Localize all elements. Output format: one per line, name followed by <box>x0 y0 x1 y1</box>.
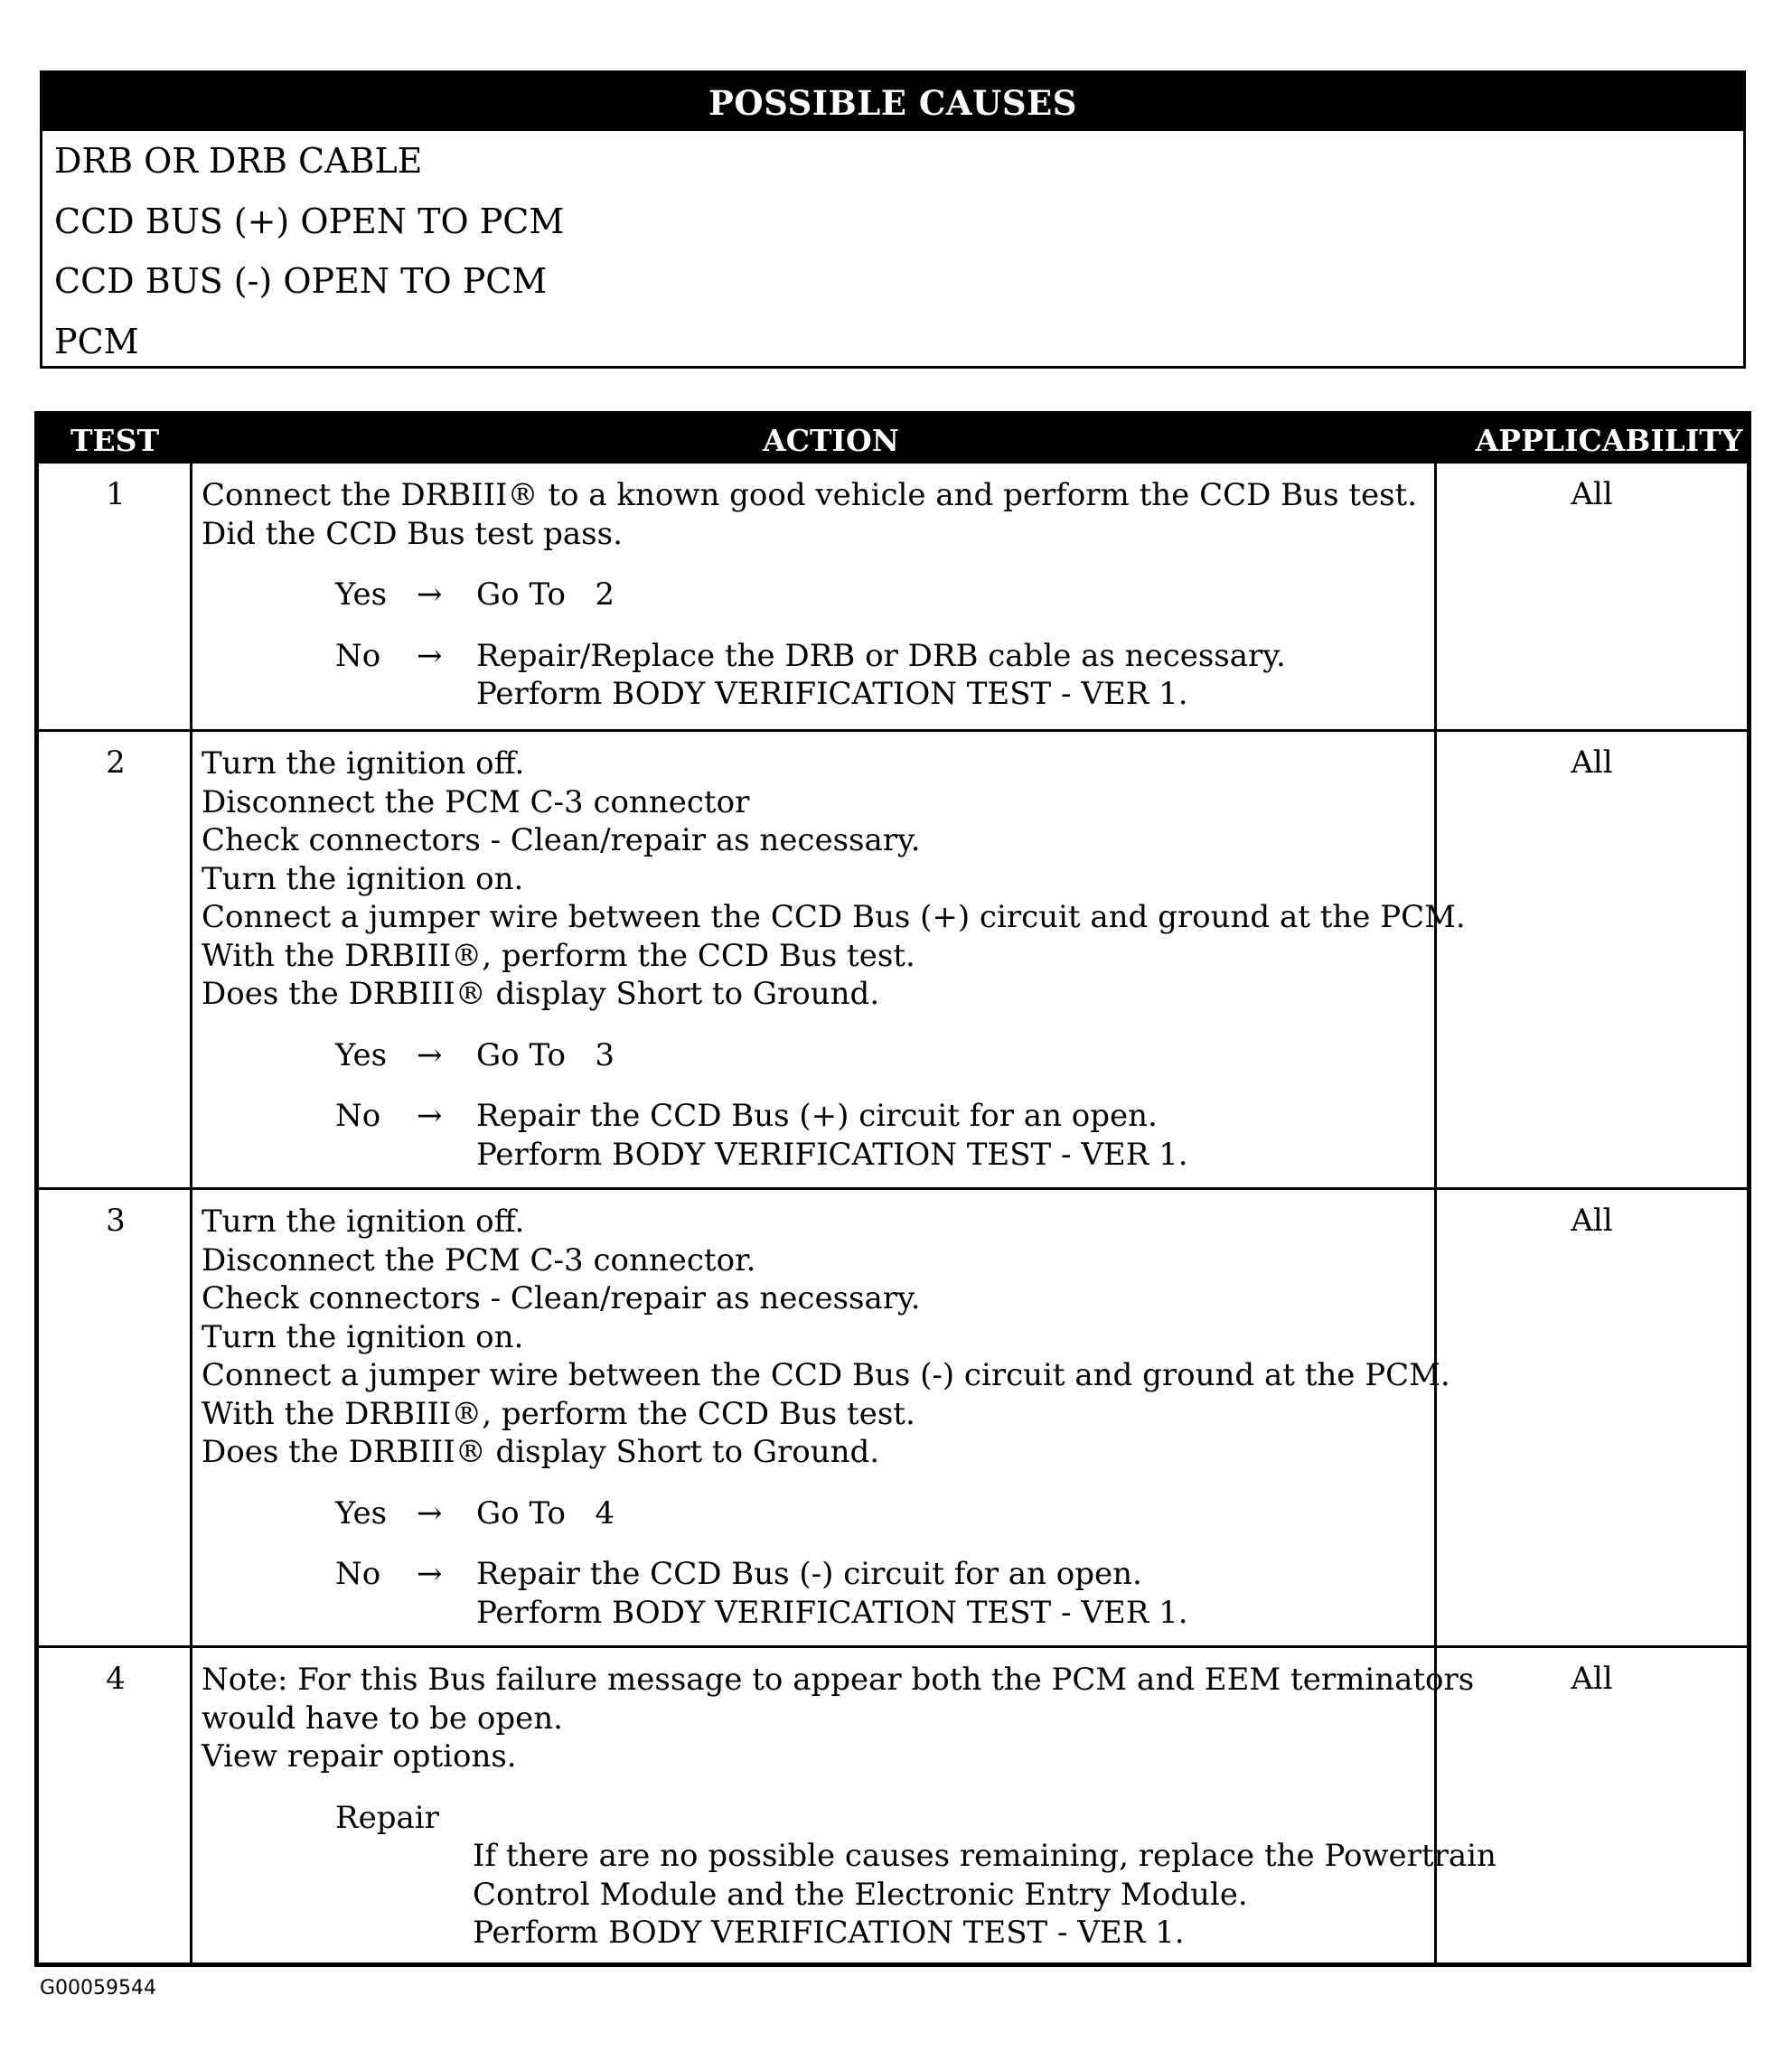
arrow-icon: → <box>417 576 443 613</box>
header-test: TEST <box>70 423 160 458</box>
action-line: Check connectors - Clean/repair as necessary. <box>202 822 921 858</box>
header-applicability: APPLICABILITY <box>1475 423 1743 458</box>
action-line: Turn the ignition on. <box>202 1318 524 1355</box>
applicability-value: All <box>1571 745 1613 781</box>
arrow-icon: → <box>417 1098 443 1134</box>
no-label: No <box>335 1556 381 1592</box>
action-line: With the DRBIII®, perform the CCD Bus test. <box>202 1395 915 1432</box>
no-text: Repair/Replace the DRB or DRB cable as necessary. <box>476 637 1286 674</box>
possible-causes-box <box>40 70 1746 369</box>
table-row <box>39 1645 1747 1962</box>
test-action <box>202 745 1466 1174</box>
action-line: With the DRBIII®, perform the CCD Bus test. <box>202 937 915 974</box>
action-line: Connect a jumper wire between the CCD Bus (-) circuit and ground at the PCM. <box>202 1357 1450 1393</box>
no-text-followup: Perform BODY VERIFICATION TEST - VER 1. <box>476 1594 1188 1631</box>
test-number: 2 <box>106 745 126 781</box>
action-line: Turn the ignition on. <box>202 860 524 897</box>
test-action <box>202 1661 1496 1953</box>
table-row <box>39 1187 1747 1645</box>
repair-label: Repair <box>335 1799 439 1836</box>
action-line: Note: For this Bus failure message to appear both the PCM and EEM terminators <box>202 1662 1475 1698</box>
possible-causes-list <box>42 131 1743 371</box>
header-action: ACTION <box>763 423 899 458</box>
arrow-icon: → <box>417 637 443 674</box>
table-row <box>39 729 1747 1187</box>
repair-line: Control Module and the Electronic Entry Module. <box>473 1876 1248 1913</box>
table-row <box>39 464 1747 729</box>
no-text-followup: Perform BODY VERIFICATION TEST - VER 1. <box>476 676 1188 712</box>
test-action <box>202 1203 1450 1632</box>
arrow-icon: → <box>417 1494 443 1531</box>
action-line: Does the DRBIII® display Short to Ground. <box>202 1434 880 1470</box>
repair-line: Perform BODY VERIFICATION TEST - VER 1. <box>473 1915 1185 1951</box>
test-number: 4 <box>106 1661 126 1697</box>
possible-causes-title: POSSIBLE CAUSES <box>42 73 1743 131</box>
yes-label: Yes <box>335 1494 388 1531</box>
test-action <box>202 476 1431 714</box>
action-line: View repair options. <box>202 1738 517 1775</box>
yes-text: Go To 3 <box>476 1036 615 1073</box>
repair-line: If there are no possible causes remaining, replace the Powertrain <box>473 1838 1496 1874</box>
action-line: Check connectors - Clean/repair as necessary. <box>202 1280 921 1316</box>
test-number: 1 <box>106 476 126 512</box>
no-text: Repair the CCD Bus (-) circuit for an open. <box>476 1556 1142 1592</box>
yes-text: Go To 4 <box>476 1494 615 1531</box>
action-line: Disconnect the PCM C-3 connector <box>202 783 750 820</box>
yes-text: Go To 2 <box>476 576 615 613</box>
no-label: No <box>335 637 381 674</box>
action-line: Turn the ignition off. <box>202 1204 525 1240</box>
no-branch <box>335 637 1431 714</box>
table-header <box>39 416 1747 464</box>
action-line: would have to be open. <box>202 1700 563 1737</box>
cause-item: CCD BUS (-) OPEN TO PCM <box>54 261 548 301</box>
action-line: Connect a jumper wire between the CCD Bus (+) circuit and ground at the PCM. <box>202 899 1466 935</box>
yes-branch <box>335 1036 1431 1075</box>
action-line: Did the CCD Bus test pass. <box>202 515 623 552</box>
figure-id: G00059544 <box>40 1977 157 2000</box>
yes-label: Yes <box>335 576 388 613</box>
action-line: Does the DRBIII® display Short to Ground. <box>202 976 880 1012</box>
applicability-value: All <box>1571 476 1613 512</box>
yes-label: Yes <box>335 1036 388 1073</box>
no-text: Repair the CCD Bus (+) circuit for an open. <box>476 1098 1158 1134</box>
test-table <box>34 411 1751 1967</box>
no-branch <box>335 1555 1431 1632</box>
cause-item: DRB OR DRB CABLE <box>54 141 423 181</box>
action-line: Connect the DRBIII® to a known good vehicle and perform the CCD Bus test. <box>202 477 1418 513</box>
action-line: Disconnect the PCM C-3 connector. <box>202 1241 756 1279</box>
applicability-value: All <box>1571 1661 1613 1697</box>
arrow-icon: → <box>417 1556 443 1592</box>
yes-branch <box>335 1494 1431 1533</box>
no-label: No <box>335 1098 381 1134</box>
action-line: Turn the ignition off. <box>202 745 525 782</box>
arrow-icon: → <box>417 1036 443 1073</box>
no-branch <box>335 1097 1431 1174</box>
applicability-value: All <box>1571 1203 1613 1239</box>
yes-branch <box>335 576 1431 614</box>
test-number: 3 <box>106 1203 126 1239</box>
cause-item: CCD BUS (+) OPEN TO PCM <box>54 201 565 241</box>
no-text-followup: Perform BODY VERIFICATION TEST - VER 1. <box>476 1136 1188 1173</box>
cause-item: PCM <box>54 321 139 361</box>
